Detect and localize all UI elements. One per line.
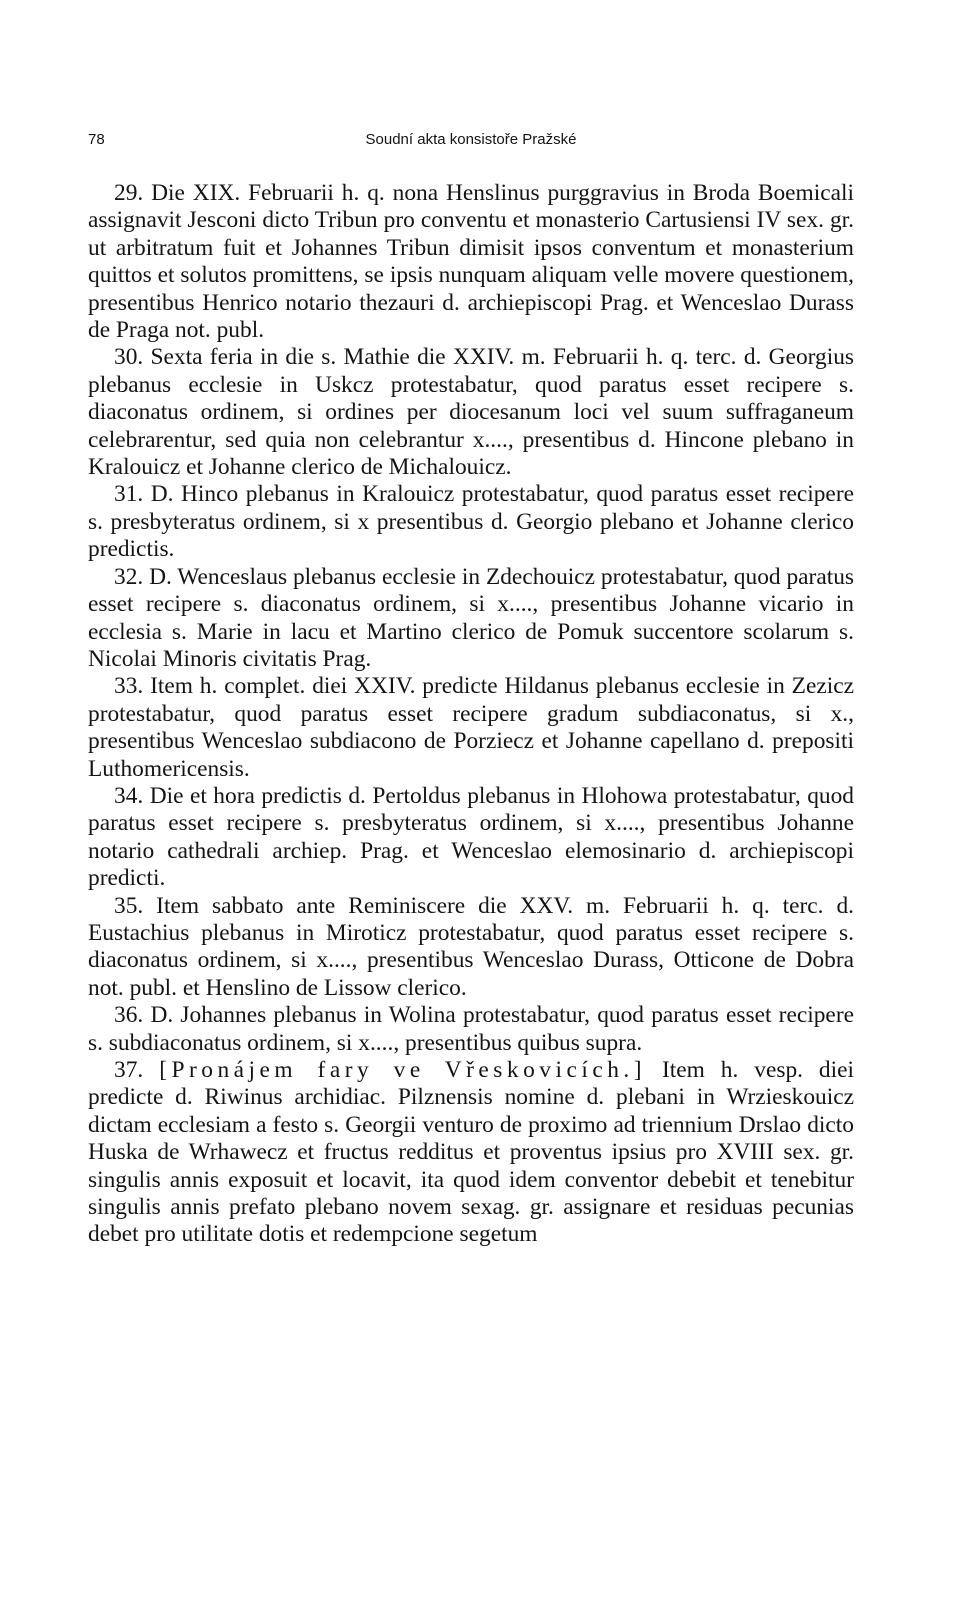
- entry-35: 35. Item sabbato ante Reminiscere die XXV. m. Februarii h. q. terc. d. Eustachius plebanus in Miroticz protestabatur, quod paratus esset recipere s. diaconatus ordinem, si x...., presentibus Wenceslao Durass, Otticone de Dobra not. publ. et Henslino de Lissow clerico.: [88, 892, 854, 1001]
- running-title: Soudní akta konsistoře Pražské: [365, 131, 577, 148]
- entry-36: 36. D. Johannes plebanus in Wolina protestabatur, quod paratus esset recipere s. subdiaconatus ordinem, si x...., presentibus quibus supra.: [88, 1002, 854, 1056]
- entry-37-number: 37.: [114, 1057, 144, 1083]
- entry-29: 29. Die XIX. Februarii h. q. nona Henslinus purggravius in Broda Boemicali assignavit Jesconi dicto Tribun pro conventu et monasterio Cartusiensi IV sex. gr. ut arbitratum fuit et Johannes Tribun dimisit ipsos conventum et monasterium quittos et solutos promittens, se ipsis nunquam aliquam velle movere questionem, presentibus Henrico notario thezauri d. archiepiscopi Prag. et Wenceslao Durass de Praga not. publ.: [88, 180, 854, 344]
- entry-31: 31. D. Hinco plebanus in Kralouicz protestabatur, quod paratus esset recipere s. presbyteratus ordinem, si x presentibus d. Georgio plebano et Johanne clerico predictis.: [88, 481, 854, 563]
- entry-37-heading-note: [Pronájem fary ve Vřeskovicích.]: [159, 1057, 647, 1083]
- page-number: 78: [88, 131, 105, 148]
- entry-34: 34. Die et hora predictis d. Pertoldus plebanus in Hlohowa protestabatur, quod paratus esset recipere s. presbyteratus ordinem, si x...., presentibus Johanne notario cathedrali archiep. Prag. et Wenceslao elemosinario d. archiepiscopi predicti.: [88, 782, 854, 892]
- document-body: [88, 180, 854, 1249]
- page-header: [88, 127, 854, 153]
- entry-33: 33. Item h. complet. diei XXIV. predicte Hildanus plebanus ecclesie in Zezicz protestabatur, quod paratus esset recipere gradum subdiaconatus, si x., presentibus Wenceslao subdiacono de Porziecz et Johanne capellano d. prepositi Luthomericensis.: [88, 673, 854, 782]
- entry-32: 32. D. Wenceslaus plebanus ecclesie in Zdechouicz protestabatur, quod paratus esset recipere s. diaconatus ordinem, si x...., presentibus Johanne vicario in ecclesia s. Marie in lacu et Martino clerico de Pomuk succentore scolarum s. Nicolai Minoris civitatis Prag.: [88, 563, 854, 672]
- entry-37-text: Item h. vesp. diei predicte d. Riwinus archidiac. Pilznensis nomine d. plebani in Wrzieskouicz dictam ecclesiam a festo s. Georgii venturo de proximo ad triennium Drslao dicto Huska de Wrhawecz et fructus redditus et proventus ipsius pro XVIII sex. gr. singulis annis exposuit et locavit, ita quod idem conventor debebit et tenebitur singulis annis prefato plebano novem sexag. gr. assignare et residuas pecunias debet pro utilitate dotis et redempcione segetum: [88, 1057, 854, 1248]
- entry-37: [88, 1057, 854, 1249]
- entry-30: 30. Sexta feria in die s. Mathie die XXIV. m. Februarii h. q. terc. d. Georgius plebanus ecclesie in Uskcz protestabatur, quod paratus esset recipere s. diaconatus ordinem, si ordines per diocesanum loci vel suum suffraganeum celebrarentur, sed quia non celebrantur x...., presentibus d. Hincone plebano in Kralouicz et Johanne clerico de Michalouicz.: [88, 344, 854, 481]
